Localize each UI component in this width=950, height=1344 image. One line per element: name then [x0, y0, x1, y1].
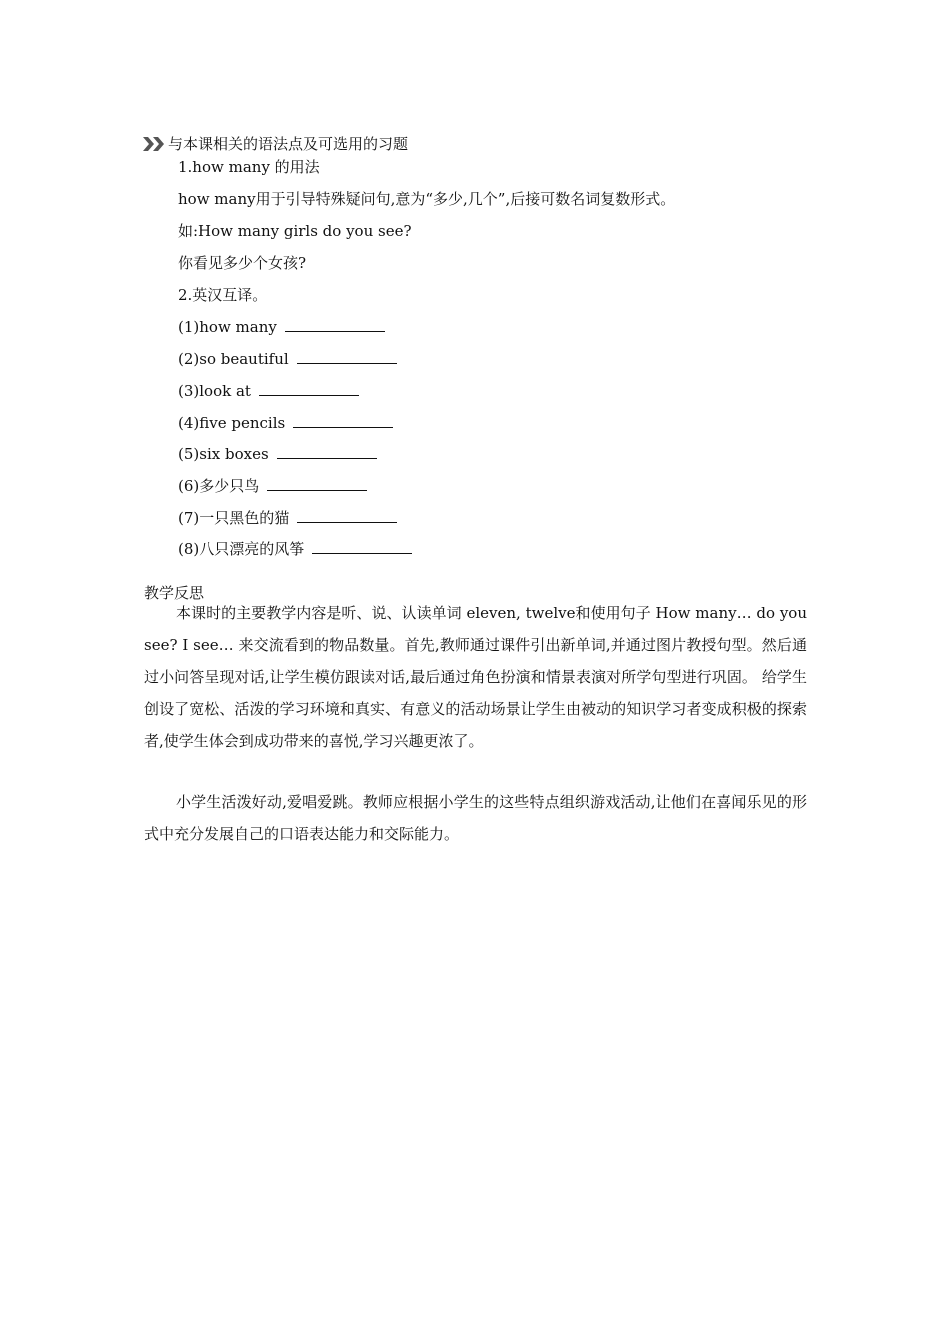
- exercise-item: [178, 315, 385, 339]
- exercise-item: [178, 474, 367, 498]
- exercise-item-text: (6)多少只鸟: [178, 477, 260, 495]
- exercise-item: [178, 506, 397, 530]
- grammar-point-title: 1.how many 的用法: [178, 158, 320, 176]
- exercise-title: 2.英汉互译。: [178, 286, 268, 304]
- answer-blank[interactable]: [293, 412, 393, 428]
- answer-blank[interactable]: [297, 507, 397, 523]
- reflection-title: 教学反思: [144, 584, 205, 602]
- reflection-paragraph-1: 本课时的主要教学内容是听、说、认读单词 eleven, twelve和使用句子 How many… do you see? I see… 来交流看到的物品数量。首先,教师通过课件引出新单词,并通过图片教授句型。然后通过小问答呈现对话,让学生模仿跟读对话,最后通过角色扮演和情景表演对所学句型进行巩固。 给学生创设了宽松、活泼的学习环境和真实、有意义的活动场景让学生由被动的知识学习者变成积极的探索者,使学生体会到成功带来的喜悦,学习兴趣更浓了。: [144, 604, 807, 750]
- exercise-item-text: (8)八只漂亮的风筝: [178, 540, 305, 558]
- exercise-item-text: (7)一只黑色的猫: [178, 509, 290, 527]
- answer-blank[interactable]: [312, 538, 412, 554]
- answer-blank[interactable]: [277, 443, 377, 459]
- exercise-item-text: (5)six boxes: [178, 445, 269, 463]
- exercise-item: [178, 537, 412, 561]
- exercise-item-text: (3)look at: [178, 382, 251, 400]
- grammar-explanation: how many用于引导特殊疑问句,意为“多少,几个”,后接可数名词复数形式。: [178, 190, 676, 208]
- section-heading: [143, 133, 408, 155]
- answer-blank[interactable]: [285, 316, 385, 332]
- reflection-paragraph-2: 小学生活泼好动,爱唱爱跳。教师应根据小学生的这些特点组织游戏活动,让他们在喜闻乐见的形式中充分发展自己的口语表达能力和交际能力。: [144, 793, 807, 843]
- answer-blank[interactable]: [267, 475, 367, 491]
- exercise-item: [178, 347, 397, 371]
- exercise-item-text: (1)how many: [178, 318, 277, 336]
- exercise-item-text: (4)five pencils: [178, 414, 286, 432]
- double-chevron-icon: [143, 136, 167, 152]
- exercise-item: [178, 379, 359, 403]
- answer-blank[interactable]: [297, 348, 397, 364]
- exercise-item-text: (2)so beautiful: [178, 350, 289, 368]
- grammar-example-zh: 你看见多少个女孩?: [178, 254, 307, 272]
- exercise-item: [178, 411, 393, 435]
- section-heading-text: 与本课相关的语法点及可选用的习题: [168, 135, 409, 153]
- exercise-item: [178, 442, 377, 466]
- grammar-example-en: 如:How many girls do you see?: [178, 222, 412, 240]
- answer-blank[interactable]: [259, 380, 359, 396]
